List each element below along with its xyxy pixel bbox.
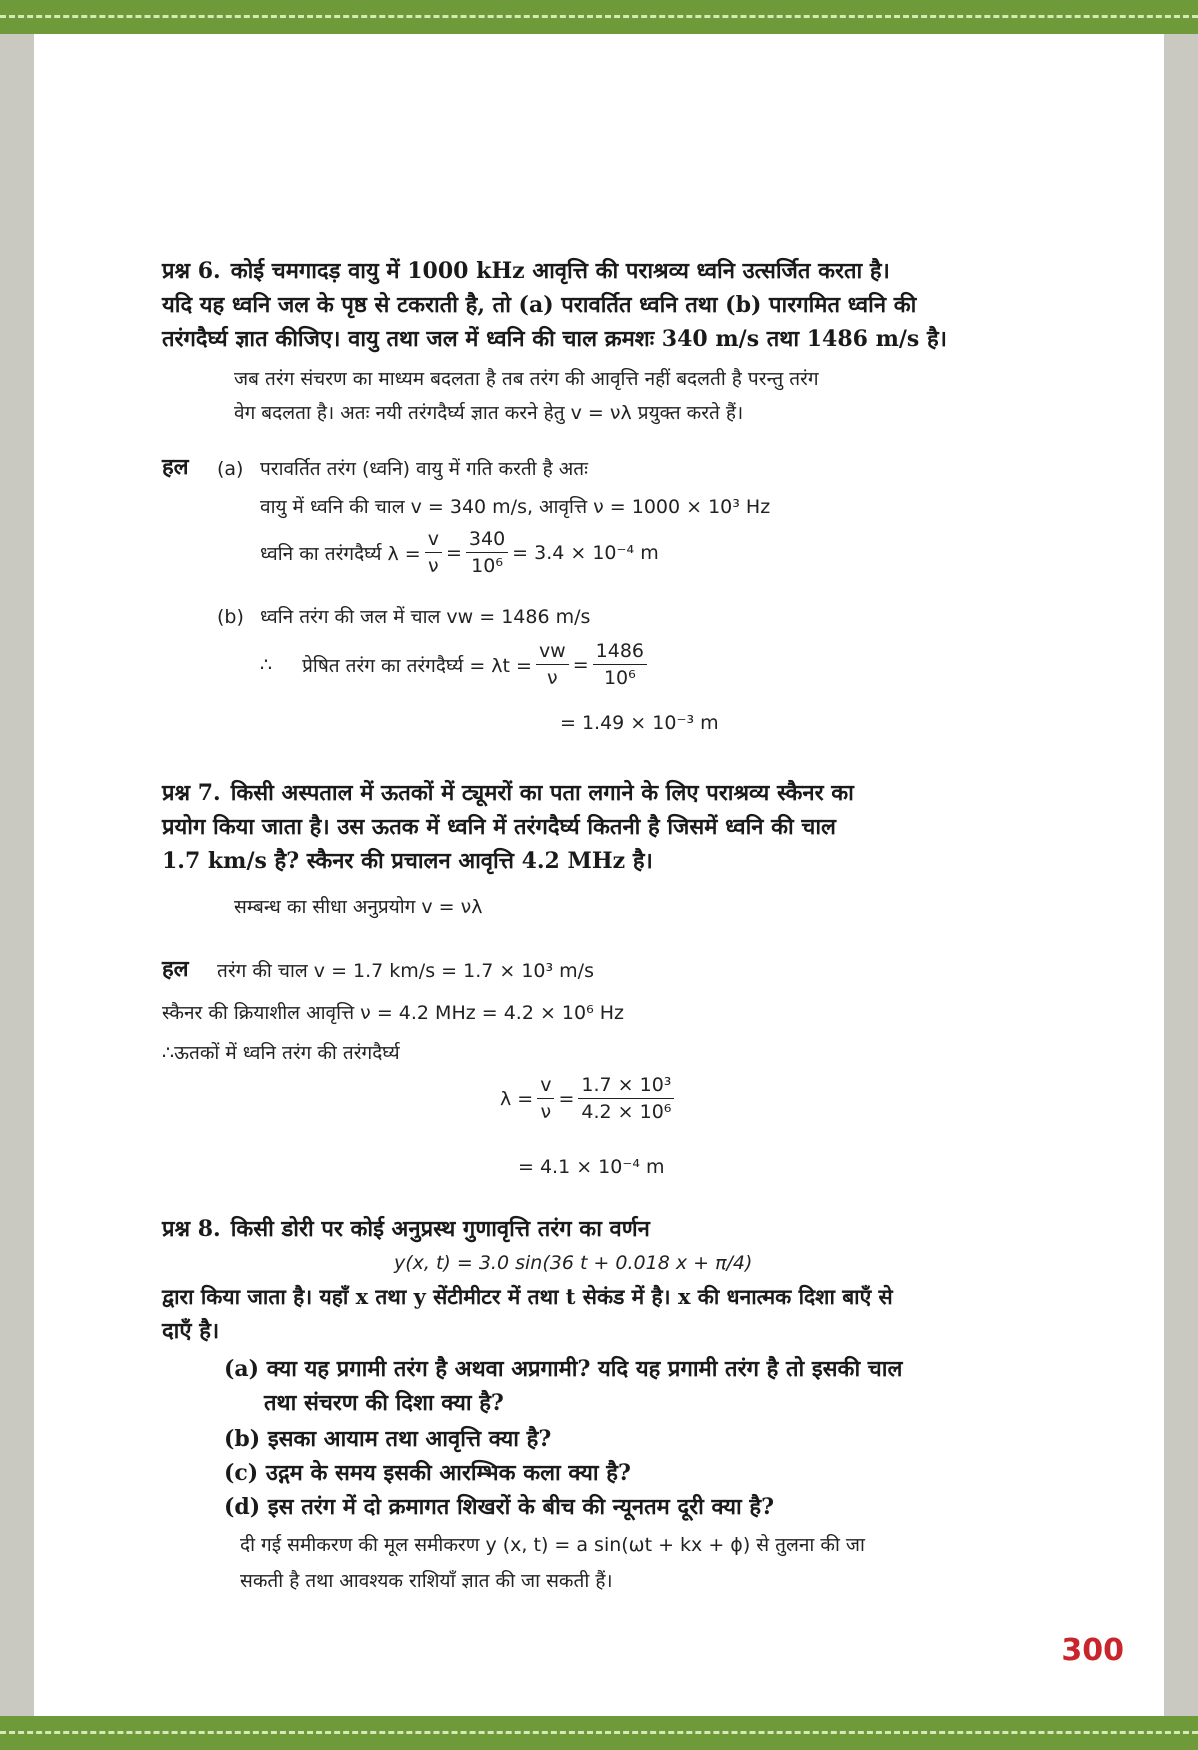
q7-line2: प्रयोग किया जाता है। उस ऊतक में ध्वनि में तरंगदैर्घ्य कितनी है जिसमें ध्वनि की चाल [162,814,836,840]
q6-wavelength-equation: ध्वनि का तरंगदैर्घ्य λ = $\frac{v}{\nu}$ = $\frac{340}{\text{10⁶}}$ = 3.4 × 10⁻⁴ m [260,528,659,577]
fraction-v-over-nu: $\frac{v}{\nu}$ [425,526,442,579]
top-decorative-border [0,0,1198,34]
bottom-decorative-border [0,1716,1198,1750]
q6-part-a-label: (a) [217,458,244,480]
q7-solution-line2: स्कैनर की क्रियाशील आवृत्ति ν = 4.2 MHz = 4.2 × 10⁶ Hz [162,1002,625,1024]
q8-line3: दाएँ है। [162,1318,220,1344]
q7-wavelength-equation: λ = $\frac{v}{\nu}$ = $\frac{\text{1.7 × 10³}}{\text{4.2 × 10⁶}}$ [500,1072,678,1125]
q7-hint: सम्बन्ध का सीधा अनुप्रयोग v = νλ [234,896,483,918]
page-sheet [34,34,1164,1716]
q7-solution-line3: ∴ऊतकों में ध्वनि तरंग की तरंगदैर्घ्य [162,1042,400,1064]
q8-part-b: (b) इसका आयाम तथा आवृत्ति क्या है? [224,1426,552,1452]
q8-part-c: (c) उद्गम के समय इसकी आरम्भिक कला क्या है? [224,1460,631,1486]
q6-part-a-line1: परावर्तित तरंग (ध्वनि) वायु में गति करती है अतः [260,458,588,480]
q7-solution-label: हल [162,956,189,982]
q8-line2: द्वारा किया जाता है। यहाँ x तथा y सेंटीमीटर में तथा t सेकंड में है। x की धनात्मक दिशा बाएँ से [162,1284,893,1309]
q6-hint-line1: जब तरंग संचरण का माध्यम बदलता है तब तरंग की आवृत्ति नहीं बदलती है परन्तु तरंग [234,368,819,390]
fraction-340-over-10e6: $\frac{340}{\text{10⁶}}$ [466,526,508,579]
q7-result: = 4.1 × 10⁻⁴ m [518,1156,665,1178]
q7-line1: प्रश्न 7. किसी अस्पताल में ऊतकों में ट्यूमरों का पता लगाने के लिए पराश्रव्य स्कैनर का [162,780,854,806]
page-number: 300 [1061,1633,1124,1668]
q7-line3: 1.7 km/s है? स्कैनर की प्रचालन आवृत्ति 4.2 MHz है। [162,848,653,874]
q8-part-d: (d) इस तरंग में दो क्रमागत शिखरों के बीच की न्यूनतम दूरी क्या है? [224,1494,774,1520]
q8-part-a-cont: तथा संचरण की दिशा क्या है? [264,1390,504,1416]
q7-solution-line1: तरंग की चाल v = 1.7 km/s = 1.7 × 10³ m/s [217,960,594,982]
q6-transmitted-wavelength-equation: ∴ प्रेषित तरंग का तरंगदैर्घ्य = λt = $\frac{vw}{\nu}$ = $\frac{1486}{\text{10⁶}}$ [260,638,651,691]
q6-part-b-label: (b) [217,606,244,628]
q6-hint-line2: वेग बदलता है। अतः नयी तरंगदैर्घ्य ज्ञात करने हेतु v = νλ प्रयुक्त करते हैं। [234,402,744,424]
q8-wave-equation: y(x, t) = 3.0 sin(36 t + 0.018 x + π/4) [394,1252,753,1274]
fraction-v-over-nu-q7: $\frac{v}{\nu}$ [537,1072,554,1125]
q6-line2: यदि यह ध्वनि जल के पृष्ठ से टकराती है, तो (a) परावर्तित ध्वनि तथा (b) पारगमित ध्वनि की [162,292,917,318]
q6-line3: तरंगदैर्घ्य ज्ञात कीजिए। वायु तथा जल में ध्वनि की चाल क्रमशः 340 m/s तथा 1486 m/s है। [162,326,947,352]
q6-part-b-line1: ध्वनि तरंग की जल में चाल vw = 1486 m/s [260,606,591,628]
q8-line1: प्रश्न 8. किसी डोरी पर कोई अनुप्रस्थ गुणावृत्ति तरंग का वर्णन [162,1216,650,1242]
q8-label: प्रश्न 8. [162,1216,221,1242]
q6-solution-label: हल [162,454,189,480]
q8-part-a: (a) क्या यह प्रगामी तरंग है अथवा अप्रगामी? यदि यह प्रगामी तरंग है तो इसकी चाल [224,1356,903,1382]
q7-label: प्रश्न 7. [162,780,221,806]
fraction-1486-over-10e6: $\frac{1486}{\text{10⁶}}$ [593,638,647,691]
fraction-vw-over-nu: $\frac{vw}{\nu}$ [536,638,569,691]
q6-part-a-line2: वायु में ध्वनि की चाल v = 340 m/s, आवृत्ति ν = 1000 × 10³ Hz [260,496,771,518]
fraction-1.7e3-over-4.2e6: $\frac{\text{1.7 × 10³}}{\text{4.2 × 10⁶}}$ [578,1072,674,1125]
q6-line1: प्रश्न 6. कोई चमगादड़ वायु में 1000 kHz आवृत्ति की पराश्रव्य ध्वनि उत्सर्जित करता है। [162,258,890,284]
q8-hint-line1: दी गई समीकरण की मूल समीकरण y (x, t) = a sin(ωt + kx + ϕ) से तुलना की जा [240,1534,865,1556]
q6-part-b-result: = 1.49 × 10⁻³ m [560,712,719,734]
q8-hint-line2: सकती है तथा आवश्यक राशियाँ ज्ञात की जा सकती हैं। [240,1570,613,1592]
q6-label: प्रश्न 6. [162,258,221,284]
